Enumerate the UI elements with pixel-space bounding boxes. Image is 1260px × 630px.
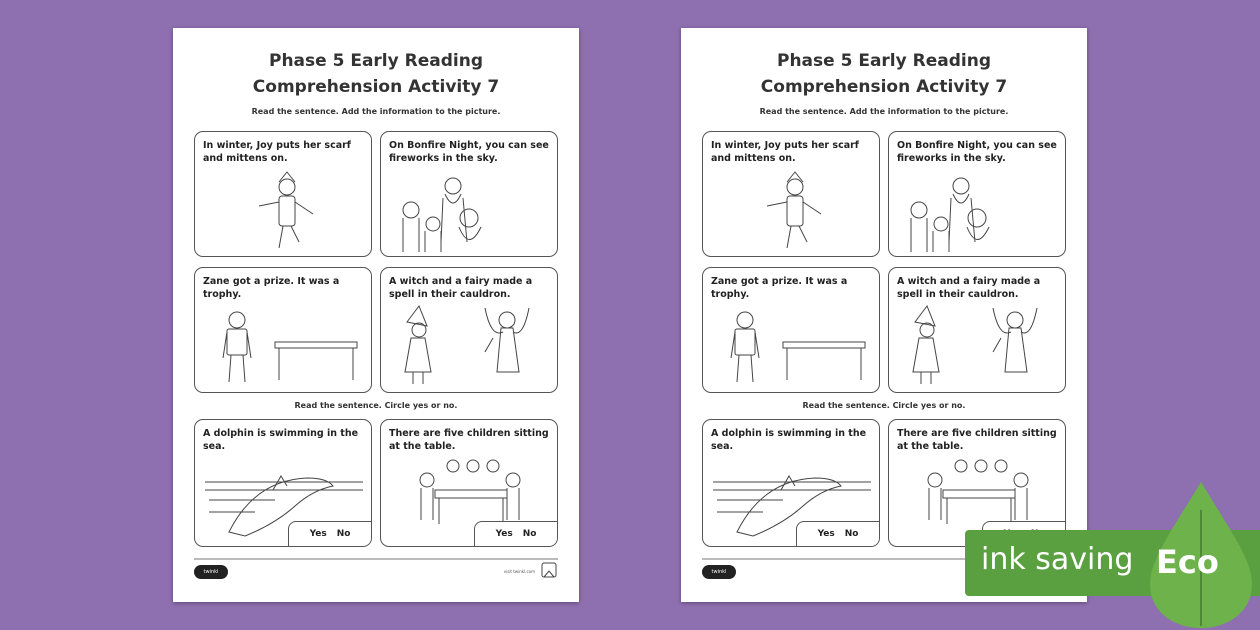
quality-stamp-icon — [540, 561, 558, 581]
card-sentence: There are five children sitting at the table. — [897, 428, 1057, 452]
eco-label: Eco — [1156, 543, 1219, 581]
worksheet-title — [173, 48, 579, 100]
card-sentence: A witch and a fairy made a spell in their cauldron. — [389, 276, 533, 300]
instruction-circle: Read the sentence. Circle yes or no. — [802, 401, 966, 410]
card-sentence: A dolphin is swimming in the sea. — [711, 428, 867, 452]
no-option[interactable]: No — [844, 529, 859, 539]
yes-no-box — [288, 521, 372, 547]
card-joy — [194, 131, 372, 257]
card-sentence: A dolphin is swimming in the sea. — [203, 428, 359, 452]
twinkl-logo: twinkl — [194, 565, 228, 579]
card-sentence: Zane got a prize. It was a trophy. — [203, 276, 340, 300]
no-option[interactable]: No — [522, 529, 537, 539]
yes-no-box — [474, 521, 558, 547]
instruction-add-info: Read the sentence. Add the information to the picture. — [759, 107, 1009, 116]
no-option[interactable]: No — [336, 529, 351, 539]
yes-option[interactable]: Yes — [495, 529, 513, 539]
twinkl-logo: twinkl — [702, 565, 736, 579]
card-witch-fairy — [380, 267, 558, 393]
footer-divider — [194, 558, 558, 560]
card-sentence: On Bonfire Night, you can see fireworks in the sky. — [897, 140, 1057, 164]
card-sentence: Zane got a prize. It was a trophy. — [711, 276, 848, 300]
card-bonfire — [380, 131, 558, 257]
instruction-add-info: Read the sentence. Add the information to the picture. — [251, 107, 501, 116]
title-line-2: Comprehension Activity 7 — [252, 77, 500, 97]
card-sentence: In winter, Joy puts her scarf and mittens on. — [203, 140, 351, 164]
worksheet-right-eco — [681, 28, 1087, 602]
card-sentence: There are five children sitting at the table. — [389, 428, 549, 452]
card-sentence: In winter, Joy puts her scarf and mittens on. — [711, 140, 859, 164]
card-sentence: A witch and a fairy made a spell in their cauldron. — [897, 276, 1041, 300]
card-zane — [702, 267, 880, 393]
card-children-table — [380, 419, 558, 547]
card-sentence: On Bonfire Night, you can see fireworks in the sky. — [389, 140, 549, 164]
card-joy — [702, 131, 880, 257]
title-line-2: Comprehension Activity 7 — [760, 77, 1008, 97]
worksheet-left — [173, 28, 579, 602]
yes-no-box — [796, 521, 880, 547]
card-dolphin — [702, 419, 880, 547]
title-line-1: Phase 5 Early Reading — [268, 51, 483, 71]
card-bonfire — [888, 131, 1066, 257]
footer-url: visit twinkl.com — [503, 569, 535, 574]
card-zane — [194, 267, 372, 393]
card-children-table — [888, 419, 1066, 547]
title-line-1: Phase 5 Early Reading — [776, 51, 991, 71]
worksheet-title — [681, 48, 1087, 100]
card-witch-fairy — [888, 267, 1066, 393]
ink-saving-label: ink saving — [981, 542, 1134, 577]
instruction-circle: Read the sentence. Circle yes or no. — [294, 401, 458, 410]
yes-option[interactable]: Yes — [309, 529, 327, 539]
yes-option[interactable]: Yes — [817, 529, 835, 539]
card-dolphin — [194, 419, 372, 547]
